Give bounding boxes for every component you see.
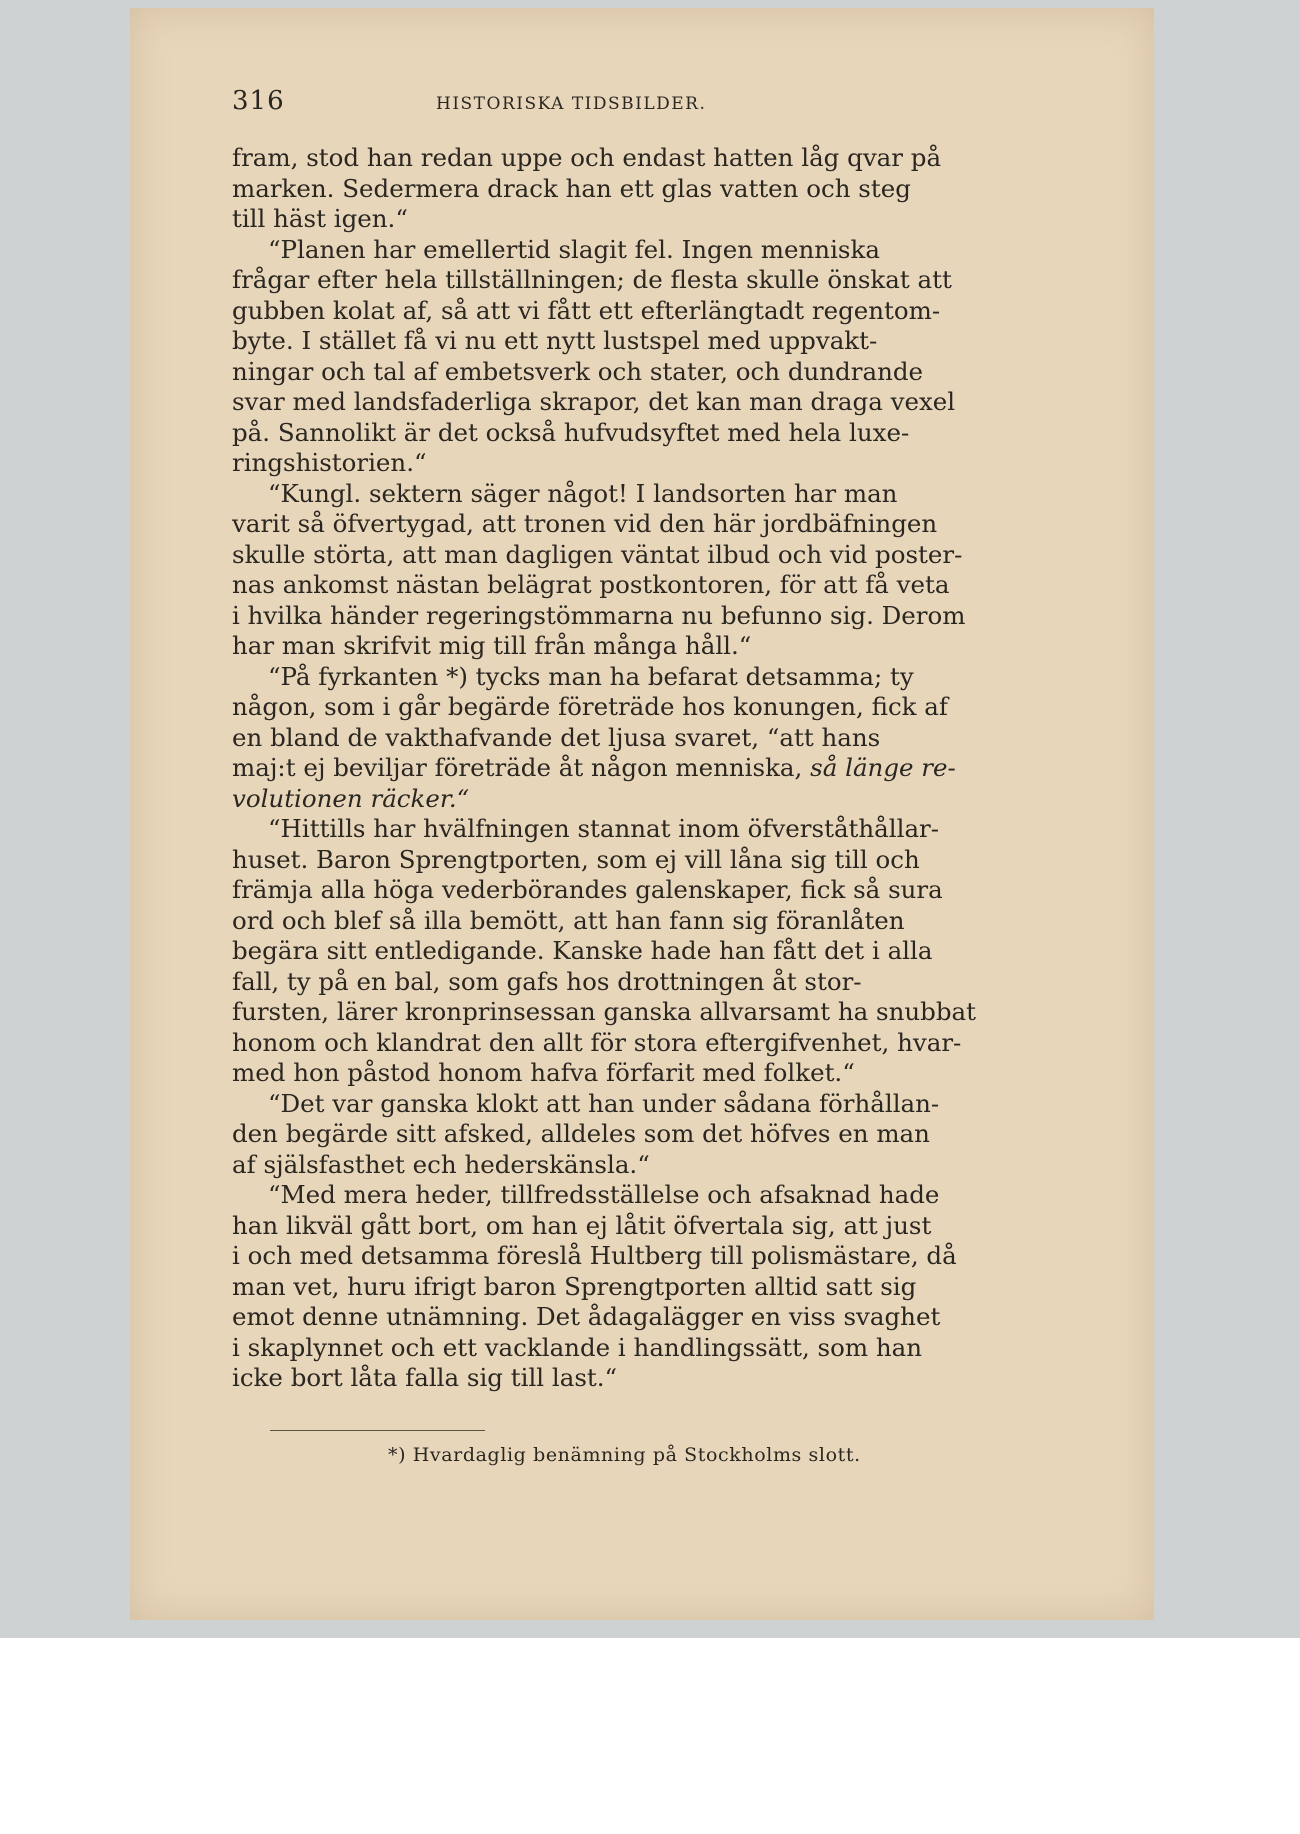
text-line: “Planen har emellertid slagit fel. Ingen menniska — [268, 234, 880, 264]
text-line: en bland de vakthafvande det ljusa svaret, “att hans — [232, 722, 881, 752]
running-title: HISTORISKA TIDSBILDER. — [436, 94, 707, 114]
text-line: icke bort låta falla sig till last.“ — [232, 1363, 618, 1392]
italic-phrase: så länge re- — [810, 753, 956, 782]
text-line: i hvilka händer regeringstömmarna nu befunno sig. Derom — [232, 600, 966, 630]
text-line: i och med detsamma föreslå Hultberg till polismästare, då — [232, 1241, 957, 1270]
text-line: “Det var ganska klokt att han under sådana förhållan- — [268, 1088, 940, 1118]
text-line: af själsfasthet ech hederskänsla.“ — [232, 1149, 650, 1179]
text-line: man vet, huru ifrigt baron Sprengtporten alltid satt sig — [232, 1271, 917, 1301]
text-line: “Med mera heder, tillfredsställelse och afsaknad hade — [268, 1180, 940, 1209]
text-line: byte. I stället få vi nu ett nytt lustspel med uppvakt- — [232, 326, 878, 355]
text-line: svar med landsfaderliga skrapor, det kan man draga vexel — [232, 387, 956, 416]
text-line: honom och klandrat den allt för stora eftergifvenhet, hvar- — [232, 1027, 962, 1057]
text-line: den begärde sitt afsked, alldeles som det höfves en man — [232, 1119, 930, 1148]
page-header — [232, 86, 852, 126]
text-line: i skaplynnet och ett vacklande i handlingssätt, som han — [232, 1332, 923, 1362]
text-line: han likväl gått bort, om han ej låtit öfvertala sig, att just — [232, 1210, 932, 1240]
text-line: gubben kolat af, så att vi fått ett efterlängtadt regentom- — [232, 295, 941, 325]
page-number: 316 — [232, 86, 285, 116]
text-line: frågar efter hela tillställningen; de flesta skulle önskat att — [232, 265, 952, 294]
text-line: skulle störta, att man dagligen väntat ilbud och vid poster- — [232, 539, 963, 569]
text-line: fram, stod han redan uppe och endast hatten låg qvar på — [232, 143, 942, 172]
text-line: fall, ty på en bal, som gafs hos drottningen åt stor- — [232, 966, 862, 996]
text-line: ringshistorien.“ — [232, 448, 427, 477]
text-line — [232, 753, 956, 784]
text-line: “På fyrkanten *) tycks man ha befarat detsamma; ty — [268, 661, 914, 691]
text-line: varit så öfvertygad, att tronen vid den här jordbäfningen — [232, 509, 938, 538]
body-text — [232, 143, 976, 1394]
text-line: på. Sannolikt är det också hufvudsyftet med hela luxe- — [232, 417, 910, 447]
text-line: någon, som i går begärde företräde hos konungen, fick af — [232, 692, 948, 721]
text-segment: maj:t ej beviljar företräde åt någon menniska, — [232, 753, 803, 782]
text-line: ord och blef så illa bemött, att han fann sig föranlåten — [232, 905, 905, 935]
text-line: främja alla höga vederbörandes galenskaper, fick så sura — [232, 875, 943, 904]
text-line: till häst igen.“ — [232, 204, 408, 233]
text-line: “Hittills har hvälfningen stannat inom öfverståthållar- — [268, 814, 940, 843]
footnote-divider — [270, 1430, 485, 1431]
text-line: volutionen räcker.“ — [232, 783, 470, 813]
text-line: med hon påstod honom hafva förfarit med folket.“ — [232, 1058, 855, 1087]
footnote: *) Hvardaglig benämning på Stockholms slott. — [388, 1444, 861, 1466]
text-line: emot denne utnämning. Det ådagalägger en viss svaghet — [232, 1302, 941, 1331]
text-line: ningar och tal af embetsverk och stater, och dundrande — [232, 356, 924, 386]
text-line: “Kungl. sektern säger något! I landsorten har man — [268, 478, 898, 508]
text-line: nas ankomst nästan belägrat postkontoren, för att få veta — [232, 570, 950, 599]
text-line: fursten, lärer kronprinsessan ganska allvarsamt ha snubbat — [232, 997, 976, 1026]
text-line: begära sitt entledigande. Kanske hade han fått det i alla — [232, 936, 933, 965]
text-line: huset. Baron Sprengtporten, som ej vill låna sig till och — [232, 844, 920, 874]
text-line: har man skrifvit mig till från många håll.“ — [232, 631, 752, 660]
text-line: marken. Sedermera drack han ett glas vatten och steg — [232, 173, 911, 203]
